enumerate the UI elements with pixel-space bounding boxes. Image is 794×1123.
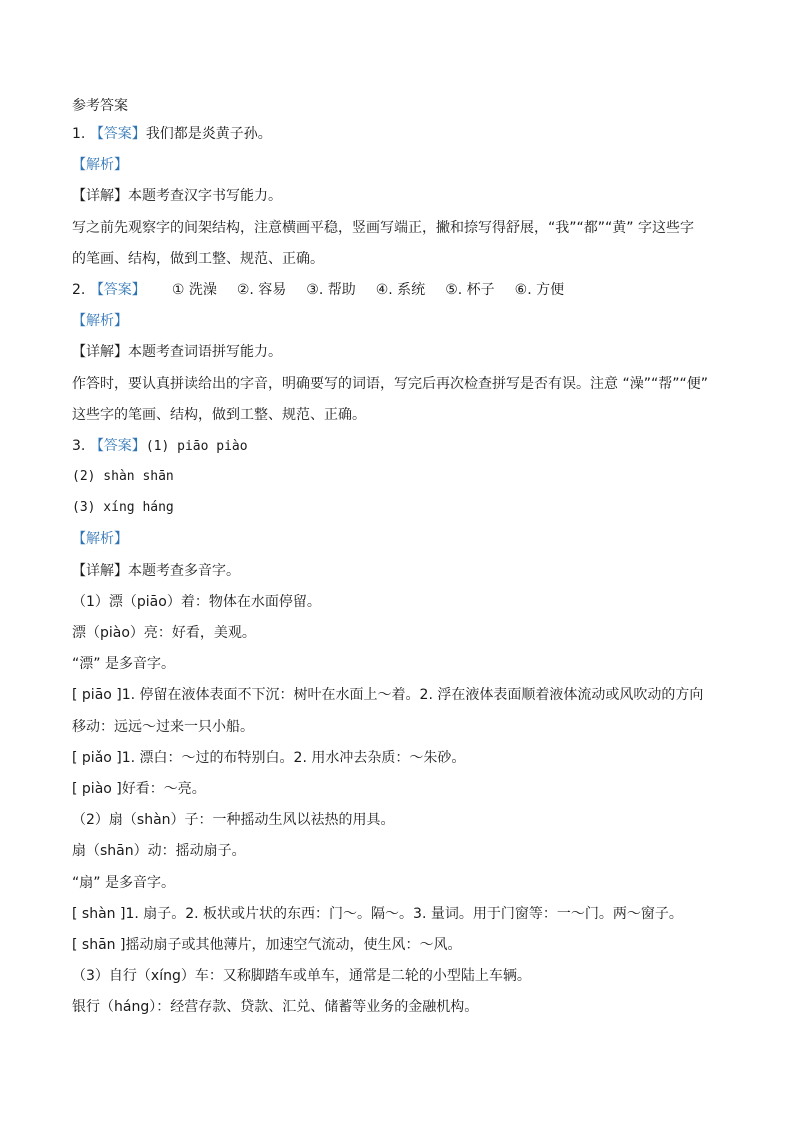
q3-line: “漂” 是多音字。 xyxy=(72,656,175,673)
q2-option-4: ④. 系统 xyxy=(375,281,426,298)
q3-answer-1: (1) piāo piào xyxy=(145,438,248,454)
q2-number: 2. xyxy=(72,281,90,298)
q3-line: [ piǎo ]1. 漂白：～过的布特别白。2. 用水冲去杂质：～朱砂。 xyxy=(72,749,466,766)
q2-answer xyxy=(72,280,732,300)
q3-line: （2）扇（shàn）子：一种摇动生风以祛热的用具。 xyxy=(72,812,395,829)
q1-paragraph-1: 写之前先观察字的间架结构，注意横画平稳，竖画写端正，撇和捺写得舒展，“我”“都”“黄” 字这些字 xyxy=(72,219,694,236)
q3-line: 扇（shān）动：摇动扇子。 xyxy=(72,843,246,860)
q2-option-6: ⑥. 方便 xyxy=(514,281,565,298)
q3-line: [ shàn ]1. 扇子。2. 板状或片状的东西：门～。隔～。3. 量词。用于门窗等：一～门。两～窗子。 xyxy=(72,905,683,922)
q3-detail-text: 本题考查多音字。 xyxy=(128,562,240,579)
q2-option-2: ②. 容易 xyxy=(236,281,287,298)
q3-analysis-tag: 【解析】 xyxy=(72,531,128,548)
q3-line: [ piāo ]1. 停留在液体表面不下沉：树叶在水面上～着。2. 浮在液体表面顺着液体流动或风吹动的方向 xyxy=(72,687,704,704)
q1-answer-tag: 【答案】 xyxy=(89,126,146,142)
answer-page xyxy=(72,96,732,1028)
q2-paragraph-1: 作答时，要认真拼读给出的字音，明确要写的词语，写完后再次检查拼写是否有误。注意 “澡”“帮”“便” xyxy=(72,375,708,392)
q2-detail xyxy=(72,342,732,362)
q1-detail-text: 本题考查汉字书写能力。 xyxy=(128,188,282,205)
q3-number: 3. xyxy=(72,437,90,454)
q3-line: 移动：远远～过来一只小船。 xyxy=(72,718,254,735)
q2-detail-tag: 【详解】 xyxy=(72,344,128,361)
q1-analysis-tag: 【解析】 xyxy=(72,157,128,174)
q3-line: [ shān ]摇动扇子或其他薄片，加速空气流动，使生风：～风。 xyxy=(72,936,462,953)
q3-line: （3）自行（xíng）车：又称脚踏车或单车，通常是二轮的小型陆上车辆。 xyxy=(72,968,531,985)
q1-detail xyxy=(72,186,732,206)
q1-answer-text: 我们都是炎黄子孙。 xyxy=(145,126,272,142)
q3-answer-tag: 【答案】 xyxy=(89,437,146,454)
q3-line: 漂（piào）亮：好看，美观。 xyxy=(72,625,256,641)
q2-option-1: ① 洗澡 xyxy=(171,281,217,298)
q3-answer-3: (3) xíng háng xyxy=(72,500,174,516)
q3-line: 银行（háng）：经营存款、贷款、汇兑、储蓄等业务的金融机构。 xyxy=(72,999,479,1016)
q2-answer-tag: 【答案】 xyxy=(89,281,146,298)
q2-paragraph-2: 这些字的笔画、结构，做到工整、规范、正确。 xyxy=(72,406,366,423)
q3-line: “扇” 是多音字。 xyxy=(72,874,175,891)
q3-line: （1）漂（piāo）着：物体在水面停留。 xyxy=(72,593,321,610)
q1-detail-tag: 【详解】 xyxy=(72,188,128,205)
q3-detail-tag: 【详解】 xyxy=(72,562,128,579)
q2-option-5: ⑤. 杯子 xyxy=(445,281,495,298)
q3-answer-2: (2) shàn shān xyxy=(72,469,174,485)
q3-answer xyxy=(72,436,732,456)
q1-number: 1. xyxy=(72,126,90,142)
q2-option-3: ③. 帮助 xyxy=(306,281,356,298)
q3-line: [ piào ]好看：～亮。 xyxy=(72,780,206,797)
q3-detail xyxy=(72,561,732,581)
q2-detail-text: 本题考查词语拼写能力。 xyxy=(128,344,282,361)
page-title: 参考答案 xyxy=(72,98,128,114)
q1-paragraph-2: 的笔画、结构，做到工整、规范、正确。 xyxy=(72,250,324,267)
q2-analysis-tag: 【解析】 xyxy=(72,313,128,330)
q1-answer xyxy=(72,124,732,144)
